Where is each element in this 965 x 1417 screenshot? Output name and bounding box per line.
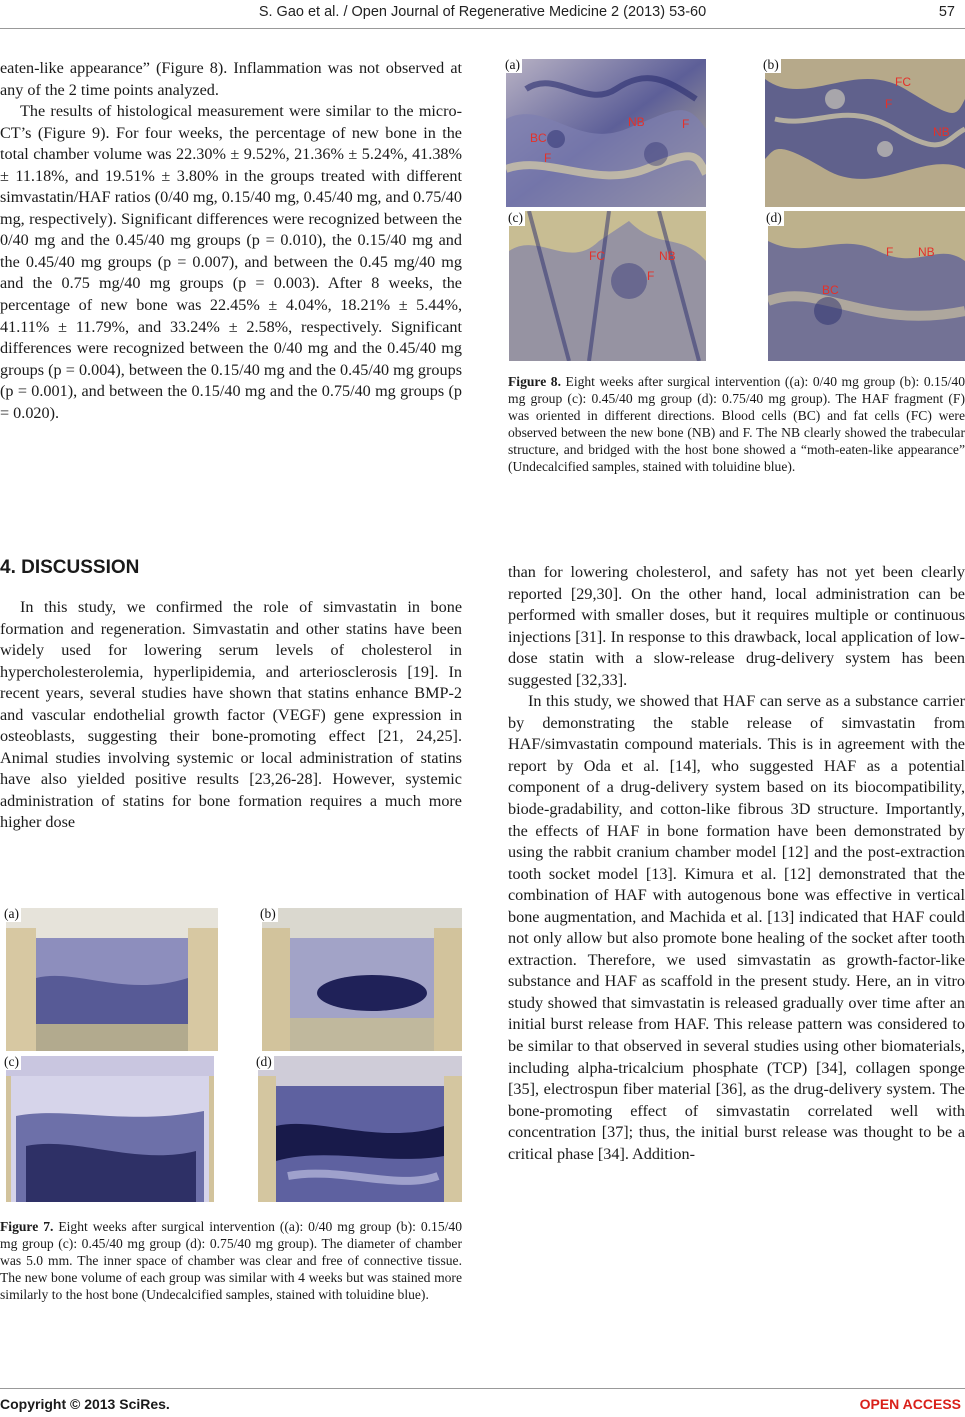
annotation-nb: NB [628, 115, 645, 129]
discussion-paragraph-1: In this study, we confirmed the role of simvastatin in bone formation and regeneration. Simvastatin and other statins have been widely used for lowering serum levels of cholesterol in hypercholesterolemia, hyperlipidemia, and arteriosclerosis [19]. In recent years, several studies have shown that statins enhance BMP-2 and vascular endothelial growth factor (VEGF) gene expression in osteoblasts, suggesting their bone-promoting effect [21, 24,25]. Animal studies involving systemic or local administration of statins have also yielded positive results [23,26-28]. However, systemic administration of statins for bone formation requires a much more higher dose [0, 598, 462, 832]
figure-8-caption [508, 373, 965, 475]
figure-7-label-d: (d) [256, 1054, 272, 1069]
figure-8-panel-b [765, 59, 965, 207]
page-number: 57 [938, 4, 955, 20]
discussion-paragraph-2: than for lowering cholesterol, and safety has not yet been clearly reported [29,30]. On the other hand, local administration can be performed with smaller doses, but it requires multiple or continuous injections [31]. In response to this drawback, local application of low-dose statin with a slow-release drug-delivery system has been suggested [32,33]. [508, 563, 965, 689]
annotation-f: F [544, 151, 552, 165]
right-column [508, 562, 965, 1165]
histology-image-icon [262, 908, 462, 1051]
page-header [0, 4, 965, 24]
figure-7-panel-c [6, 1056, 214, 1202]
histology-image-icon [768, 211, 965, 361]
figure-8-label-c: (c) [508, 210, 523, 225]
running-head: S. Gao et al. / Open Journal of Regenerative Medicine 2 (2013) 53-60 [258, 4, 707, 20]
annotation-nb: NB [933, 125, 950, 139]
histology-image-icon [509, 211, 706, 361]
figure-8-label-b: (b) [763, 57, 779, 72]
annotation-f: F [647, 269, 655, 283]
annotation-nb: NB [918, 245, 935, 259]
figure-8-caption-text: Eight weeks after surgical intervention ((a): 0/40 mg group (b): 0.15/40 mg group (c): 0.45/40 mg group (d): 0.75/40 mg group). The HAF fragment (F) was oriented in different directions. Blood cells (BC) and fat cells (FC) were observed between the new bone (NB) and F. The NB clearly showed the trabecular structure, and bridged with the host bone showed a “moth-eaten-like appearance” (Undecalcified samples, stained with toluidine blue). [508, 374, 965, 474]
left-column-discussion [0, 597, 462, 834]
annotation-bc: BC [822, 283, 839, 297]
discussion-paragraph-3: In this study, we showed that HAF can serve as a substance carrier by demonstrating the stable release of simvastatin from HAF/simvastatin compound materials. This is in agreement with the report by Oda et al. [14], who suggested HAF as a potential component of a drug-delivery system based on its biocompatibility, biode-gradability, and cotton-like fibrous 3D structure. Importantly, the effects of HAF in bone formation have been demonstrated by using the rabbit cranium chamber model [12] and the post-extraction tooth socket model [13]. Kimura et al. [12] demonstrated that the combination of HAF with autogenous bone was effective in vertical bone augmentation, and Machida et al. [13] indicated that HAF could not only allow but also promote bone healing of the socket after tooth extraction. Therefore, we used simvastatin as growth-factor-like substance and HAF as scaffold in the present study. Here, an in vitro study showed that simvastatin is released gradually over time after an initial burst release from HAF. This release pattern was considered to be similar to that observed in several studies using other biomaterials, including alpha-tricalcium phosphate (TCP) [34], collagen sponge [35], electrospun fiber material [36], as the drug-delivery system. The bone-promoting effect of simvastatin correlated well with concentration [37]; thus, the initial burst release was thought to be a critical phase [34]. Addition- [508, 692, 965, 1163]
figure-7 [0, 906, 462, 1206]
figure-7-panel-a [6, 908, 218, 1051]
annotation-f: F [682, 117, 690, 131]
annotation-fc: FC [895, 75, 911, 89]
results-paragraph-1: eaten-like appearance” (Figure 8). Inflammation was not observed at any of the 2 time points analyzed. [0, 59, 462, 99]
figure-8-label-d: (d) [766, 210, 782, 225]
annotation-bc: BC [530, 131, 547, 145]
annotation-f: F [886, 245, 894, 259]
header-rule [0, 28, 965, 29]
results-paragraph-2: The results of histological measurement were similar to the micro-CT’s (Figure 9). For four weeks, the percentage of new bone in the total chamber volume was 22.30% ± 9.52%, 21.36% ± 5.24%, 41.38% ± 11.18%, and 19.51% ± 3.80% in the groups treated with different simvastatin/HAF ratios (0/40 mg, 0.15/40 mg, 0.45/40 mg, and 0.75/40 mg, respectively). Significant differences were recognized between the 0/40 mg and the 0.45/40 mg groups (p = 0.010), the 0.15/40 mg and the 0.45/40 mg groups (p = 0.007), and between the 0.45 mg/40 mg and the 0.75 mg/40 mg groups (p = 0.003). After 8 weeks, the percentage of new bone was 22.45% ± 4.04%, 18.21% ± 5.44%, 41.11% ± 11.79%, and 33.24% ± 2.58%, respectively. Significant differences were recognized between the 0/40 mg and the 0.45/40 mg groups (p = 0.004), between the 0.15/40 mg and the 0.45/40 mg groups (p = 0.001), and between the 0.15/40 mg and the 0.75/40 mg groups (p = 0.020). [0, 102, 462, 422]
figure-8-panel-c [509, 211, 706, 361]
figure-7-caption [0, 1218, 462, 1303]
section-heading-discussion: 4. DISCUSSION [0, 557, 140, 578]
copyright-notice: Copyright © 2013 SciRes. [0, 1396, 170, 1412]
figure-8-caption-label: Figure 8. [508, 374, 561, 389]
open-access-label: OPEN ACCESS [859, 1396, 961, 1412]
annotation-nb: NB [659, 249, 676, 263]
figure-7-panel-d [258, 1056, 462, 1202]
figure-7-label-c: (c) [4, 1054, 19, 1069]
figure-7-caption-text: Eight weeks after surgical intervention ((a): 0/40 mg group (b): 0.15/40 mg group (c): 0.45/40 mg group (d): 0.75/40 mg group). The diameter of chamber was 5.0 mm. The inner space of chamber was clear and free of connective tissue. The new bone volume of each group was similar with 4 weeks but was stained more similarly to the host bone (Undecalcified samples, stained with toluidine blue). [0, 1219, 462, 1302]
histology-image-icon [6, 1056, 214, 1202]
annotation-f: F [885, 97, 893, 111]
figure-7-label-b: (b) [260, 906, 276, 921]
figure-8-label-a: (a) [505, 57, 520, 72]
figure-7-caption-label: Figure 7. [0, 1219, 54, 1234]
figure-7-label-a: (a) [4, 906, 19, 921]
figure-8-panel-d [768, 211, 965, 361]
figure-8-panel-a [506, 59, 706, 207]
footer-rule [0, 1388, 965, 1389]
figure-7-panel-b [262, 908, 462, 1051]
figure-8 [503, 55, 965, 365]
annotation-fc: FC [589, 249, 605, 263]
histology-image-icon [258, 1056, 462, 1202]
histology-image-icon [6, 908, 218, 1051]
left-column-results [0, 58, 462, 424]
